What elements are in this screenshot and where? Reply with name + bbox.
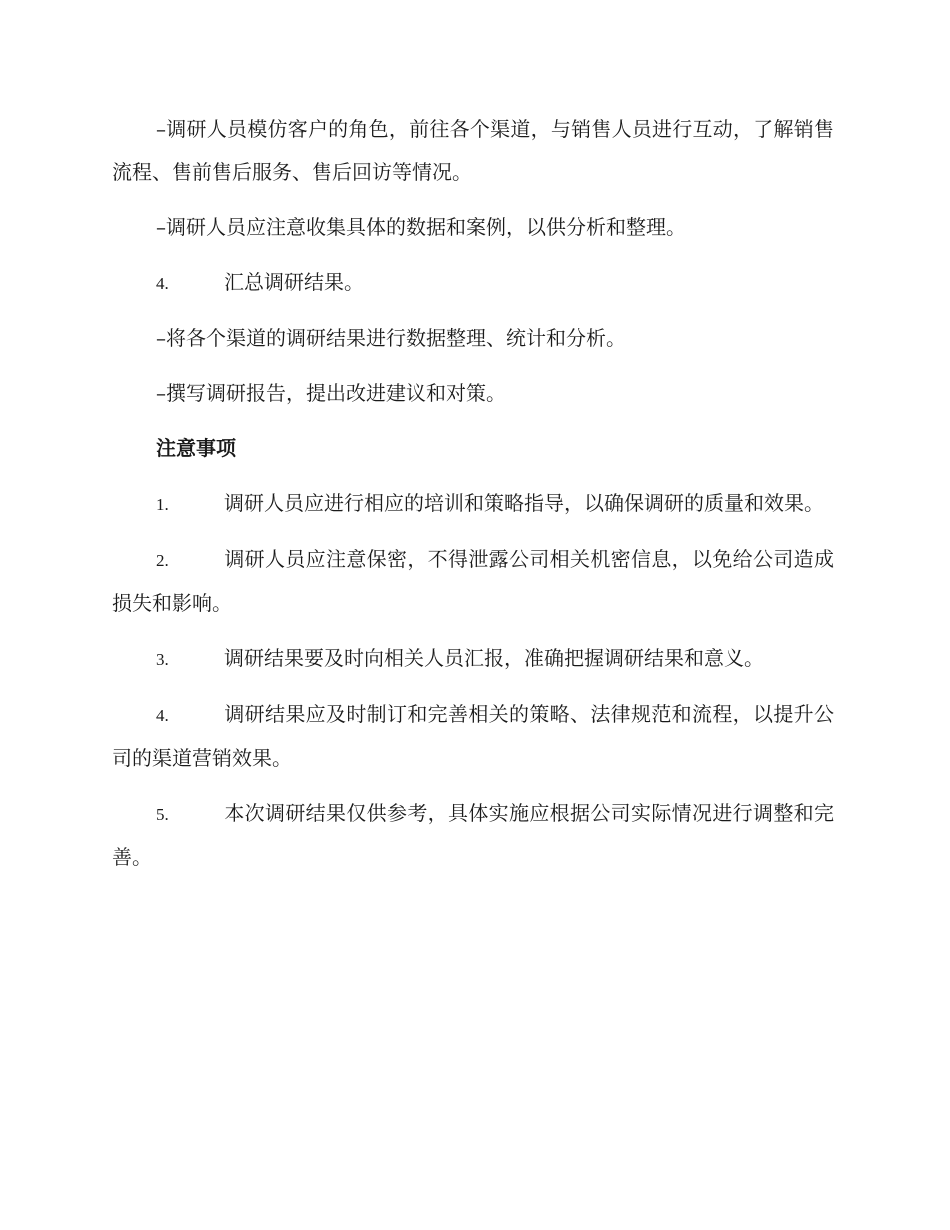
note-number: 1.	[156, 495, 169, 514]
step-item	[112, 261, 834, 305]
note-number: 2.	[156, 551, 169, 570]
note-text: 本次调研结果仅供参考，具体实施应根据公司实际情况进行调整和完善。	[112, 801, 834, 869]
bullet-paragraph: –调研人员模仿客户的角色，前往各个渠道，与销售人员进行互动，了解销售流程、售前售后服务、售后回访等情况。	[112, 117, 834, 184]
note-text: 调研人员应进行相应的培训和策略指导，以确保调研的质量和效果。	[224, 491, 824, 515]
bullet-paragraph: –调研人员应注意收集具体的数据和案例，以供分析和整理。	[156, 215, 686, 239]
note-number: 3.	[156, 650, 169, 669]
note-item	[112, 693, 834, 780]
document-page	[112, 108, 834, 891]
note-item	[112, 637, 834, 681]
bullet-paragraph: –将各个渠道的调研结果进行数据整理、统计和分析。	[156, 326, 626, 350]
step-text: 汇总调研结果。	[224, 270, 364, 294]
note-item	[112, 538, 834, 625]
bullet-paragraph: –撰写调研报告，提出改进建议和对策。	[156, 381, 506, 405]
notes-heading: 注意事项	[156, 436, 236, 460]
note-number: 4.	[156, 706, 169, 725]
note-text: 调研人员应注意保密，不得泄露公司相关机密信息，以免给公司造成损失和影响。	[112, 547, 834, 615]
note-item	[112, 482, 834, 526]
note-text: 调研结果要及时向相关人员汇报，准确把握调研结果和意义。	[224, 646, 764, 670]
note-item	[112, 792, 834, 879]
step-number: 4.	[156, 274, 169, 293]
note-number: 5.	[156, 805, 169, 824]
note-text: 调研结果应及时制订和完善相关的策略、法律规范和流程，以提升公司的渠道营销效果。	[112, 702, 834, 770]
